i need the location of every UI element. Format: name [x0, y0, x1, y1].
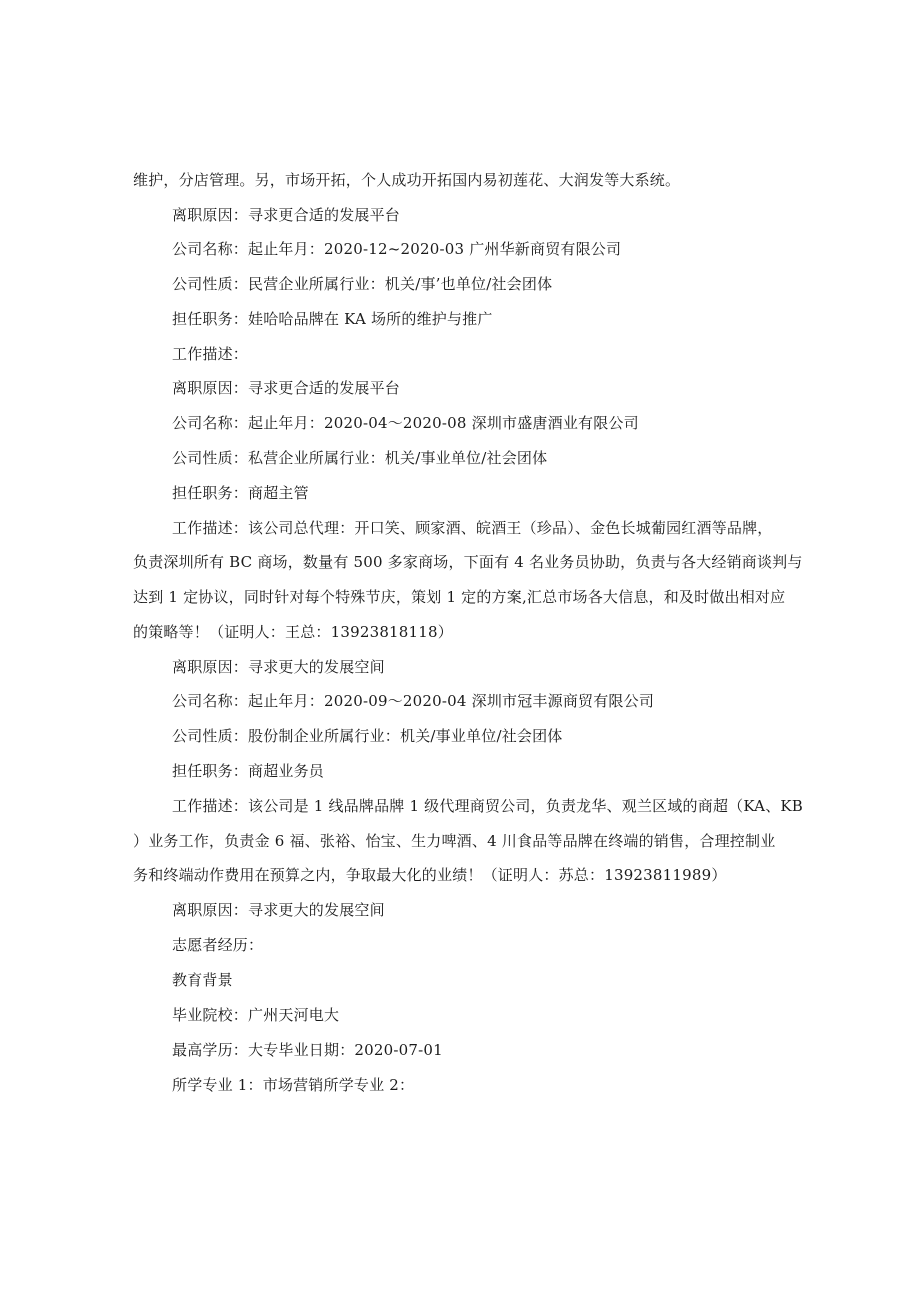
text-line-company-type: 公司性质：私营企业所属行业：机关/事业单位/社会团体	[172, 449, 548, 467]
text-line-school: 毕业院校：广州天河电大	[172, 1006, 340, 1024]
text-line-job-description-cont: 达到 1 定协议，同时针对每个特殊节庆，策划 1 定的方案,汇总市场各大信息，和及时做出相对应	[133, 588, 786, 606]
text-line-company-name: 公司名称：起止年月：2020-09～2020-04 深圳市冠丰源商贸有限公司	[172, 692, 655, 710]
text-line-job-description-cont: 的策略等！（证明人：王总：13923818118）	[133, 623, 453, 641]
text-line-company-type: 公司性质：民营企业所属行业：机关/事’也单位/社会团体	[172, 275, 553, 293]
text-line-position: 担任职务：商超业务员	[172, 762, 325, 780]
text-line-company-name: 公司名称：起止年月：2020-04～2020-08 深圳市盛唐酒业有限公司	[172, 414, 639, 432]
text-line-volunteer-heading: 志愿者经历：	[172, 936, 264, 954]
text-line-leave-reason: 离职原因：寻求更合适的发展平台	[172, 379, 401, 397]
text-line-job-description: 工作描述：该公司总代理：开口笑、顾家酒、皖酒王（珍品）、金色长城葡园红酒等品牌，	[172, 519, 773, 537]
text-line-job-description-cont: 负责深圳所有 BC 商场，数量有 500 多家商场，下面有 4 名业务员协助，负责与各大经销商谈判与	[133, 553, 803, 571]
text-line-job-description-cont: 务和终端动作费用在预算之内，争取最大化的业绩！（证明人：苏总：13923811989）	[133, 866, 727, 884]
text-line-job-description: 工作描述：该公司是 1 线品牌品牌 1 级代理商贸公司，负责龙华、观兰区域的商超（KA、KB	[172, 797, 804, 815]
text-line-degree: 最高学历：大专毕业日期：2020-07-01	[172, 1041, 443, 1059]
text-line-job-description-cont: ）业务工作，负责金 6 福、张裕、怡宝、生力啤酒、4 川食品等品牌在终端的销售，合理控制业	[133, 832, 776, 850]
text-line-leave-reason: 离职原因：寻求更大的发展空间	[172, 901, 385, 919]
text-line-company-type: 公司性质：股份制企业所属行业：机关/事业单位/社会团体	[172, 727, 563, 745]
text-line-position: 担任职务：商超主管	[172, 484, 309, 502]
text-line-company-name: 公司名称：起止年月：2020-12~2020-03 广州华新商贸有限公司	[172, 240, 622, 258]
text-line-continuation: 维护，分店管理。另，市场开拓，个人成功开拓国内易初莲花、大润发等大系统。	[133, 171, 681, 189]
text-line-leave-reason: 离职原因：寻求更大的发展空间	[172, 658, 385, 676]
text-line-job-description: 工作描述：	[172, 345, 249, 363]
text-line-education-heading: 教育背景	[172, 971, 233, 989]
text-line-position: 担任职务：娃哈哈品牌在 KA 场所的维护与推广	[172, 310, 493, 328]
text-line-major: 所学专业 1：市场营销所学专业 2：	[172, 1076, 415, 1094]
text-line-leave-reason: 离职原因：寻求更合适的发展平台	[172, 206, 401, 224]
